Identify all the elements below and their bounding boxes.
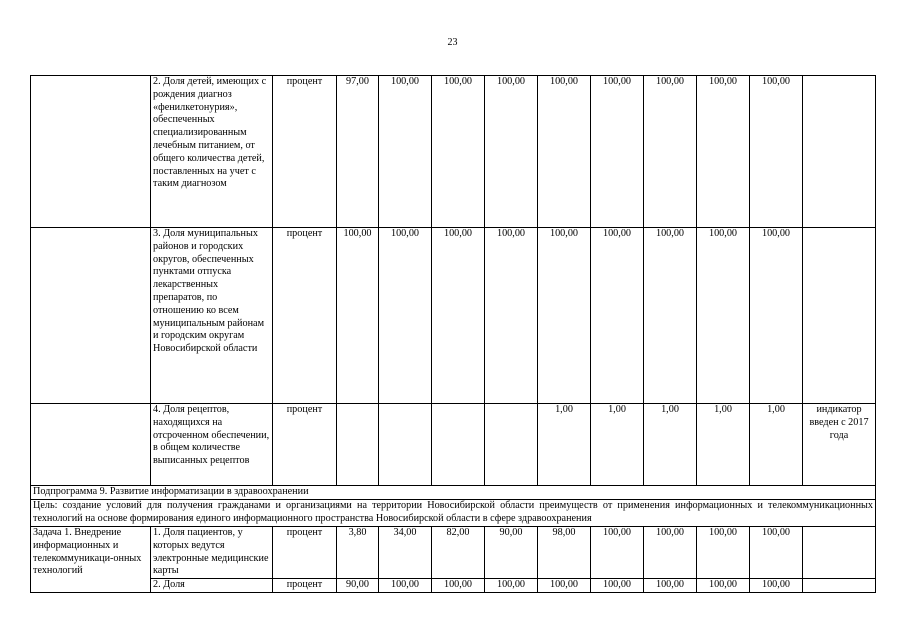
indicator-cell: 4. Доля рецептов, находящихся на отсроченном обеспечении, в общем количестве выписанных рецептов <box>151 404 273 486</box>
value-cell: 100,00 <box>538 228 591 404</box>
indicator-cell: 2. Доля <box>151 579 273 593</box>
unit-cell: процент <box>273 76 337 228</box>
value-cell: 100,00 <box>432 228 485 404</box>
indicator-cell: 1. Доля пациентов, у которых ведутся электронные медицинские карты <box>151 527 273 579</box>
value-cell <box>432 404 485 486</box>
value-cell: 100,00 <box>432 76 485 228</box>
value-cell: 1,00 <box>697 404 750 486</box>
value-cell: 100,00 <box>337 228 379 404</box>
table-row <box>31 579 876 593</box>
note-cell <box>803 76 876 228</box>
table-row <box>31 527 876 579</box>
value-cell: 82,00 <box>432 527 485 579</box>
value-cell: 100,00 <box>644 76 697 228</box>
value-cell: 100,00 <box>644 228 697 404</box>
unit-cell: процент <box>273 527 337 579</box>
unit-cell: процент <box>273 404 337 486</box>
value-cell: 100,00 <box>750 76 803 228</box>
indicators-table <box>30 75 876 593</box>
unit-cell: процент <box>273 228 337 404</box>
value-cell <box>337 404 379 486</box>
value-cell: 100,00 <box>485 579 538 593</box>
value-cell: 100,00 <box>591 527 644 579</box>
value-cell: 90,00 <box>485 527 538 579</box>
note-cell: индикатор введен с 2017 года <box>803 404 876 486</box>
value-cell: 100,00 <box>591 76 644 228</box>
value-cell: 100,00 <box>750 228 803 404</box>
indicator-cell: 3. Доля муниципальных районов и городских округов, обеспеченных пунктами отпуска лекарственных препаратов, по отношению ко всем муниципальным районам и городским округам Новосибирской области <box>151 228 273 404</box>
value-cell: 100,00 <box>432 579 485 593</box>
value-cell: 100,00 <box>538 76 591 228</box>
table-row <box>31 228 876 404</box>
indicator-cell: 2. Доля детей, имеющих с рождения диагноз «фенилкетонурия», обеспеченных специализированным лечебным питанием, от общего количества детей, поставленных на учет с таким диагнозом <box>151 76 273 228</box>
value-cell: 100,00 <box>644 527 697 579</box>
value-cell: 100,00 <box>697 527 750 579</box>
unit-cell: процент <box>273 579 337 593</box>
table-row <box>31 404 876 486</box>
value-cell: 100,00 <box>538 579 591 593</box>
subprogram-title: Подпрограмма 9. Развитие информатизации в здравоохранении <box>31 486 876 500</box>
value-cell: 34,00 <box>379 527 432 579</box>
value-cell <box>379 404 432 486</box>
task-cell: Задача 1. Внедрение информационных и телекоммуникаци-онных технологий <box>31 527 151 593</box>
value-cell: 97,00 <box>337 76 379 228</box>
value-cell: 100,00 <box>697 579 750 593</box>
value-cell: 100,00 <box>750 527 803 579</box>
page-number: 23 <box>447 37 458 48</box>
value-cell: 100,00 <box>379 76 432 228</box>
value-cell: 100,00 <box>379 228 432 404</box>
value-cell: 1,00 <box>644 404 697 486</box>
task-cell <box>31 404 151 486</box>
value-cell: 100,00 <box>379 579 432 593</box>
value-cell: 100,00 <box>591 228 644 404</box>
value-cell: 100,00 <box>644 579 697 593</box>
value-cell: 1,00 <box>538 404 591 486</box>
table-row <box>31 76 876 228</box>
value-cell: 3,80 <box>337 527 379 579</box>
task-cell <box>31 76 151 228</box>
note-cell <box>803 527 876 579</box>
value-cell: 100,00 <box>591 579 644 593</box>
task-cell <box>31 228 151 404</box>
value-cell: 100,00 <box>485 76 538 228</box>
value-cell: 98,00 <box>538 527 591 579</box>
subprogram-row <box>31 486 876 500</box>
value-cell: 100,00 <box>485 228 538 404</box>
note-cell <box>803 579 876 593</box>
value-cell <box>485 404 538 486</box>
value-cell: 1,00 <box>591 404 644 486</box>
value-cell: 90,00 <box>337 579 379 593</box>
note-cell <box>803 228 876 404</box>
goal-text: Цель: создание условий для получения гражданами и организациями на территории Новосибирской области преимуществ от применения информационных и телекоммуникационных технологий на основе формирования единого информационного пространства Новосибирской области в сфере здравоохранения <box>31 500 876 527</box>
value-cell: 100,00 <box>697 228 750 404</box>
value-cell: 1,00 <box>750 404 803 486</box>
goal-row <box>31 500 876 527</box>
value-cell: 100,00 <box>750 579 803 593</box>
value-cell: 100,00 <box>697 76 750 228</box>
